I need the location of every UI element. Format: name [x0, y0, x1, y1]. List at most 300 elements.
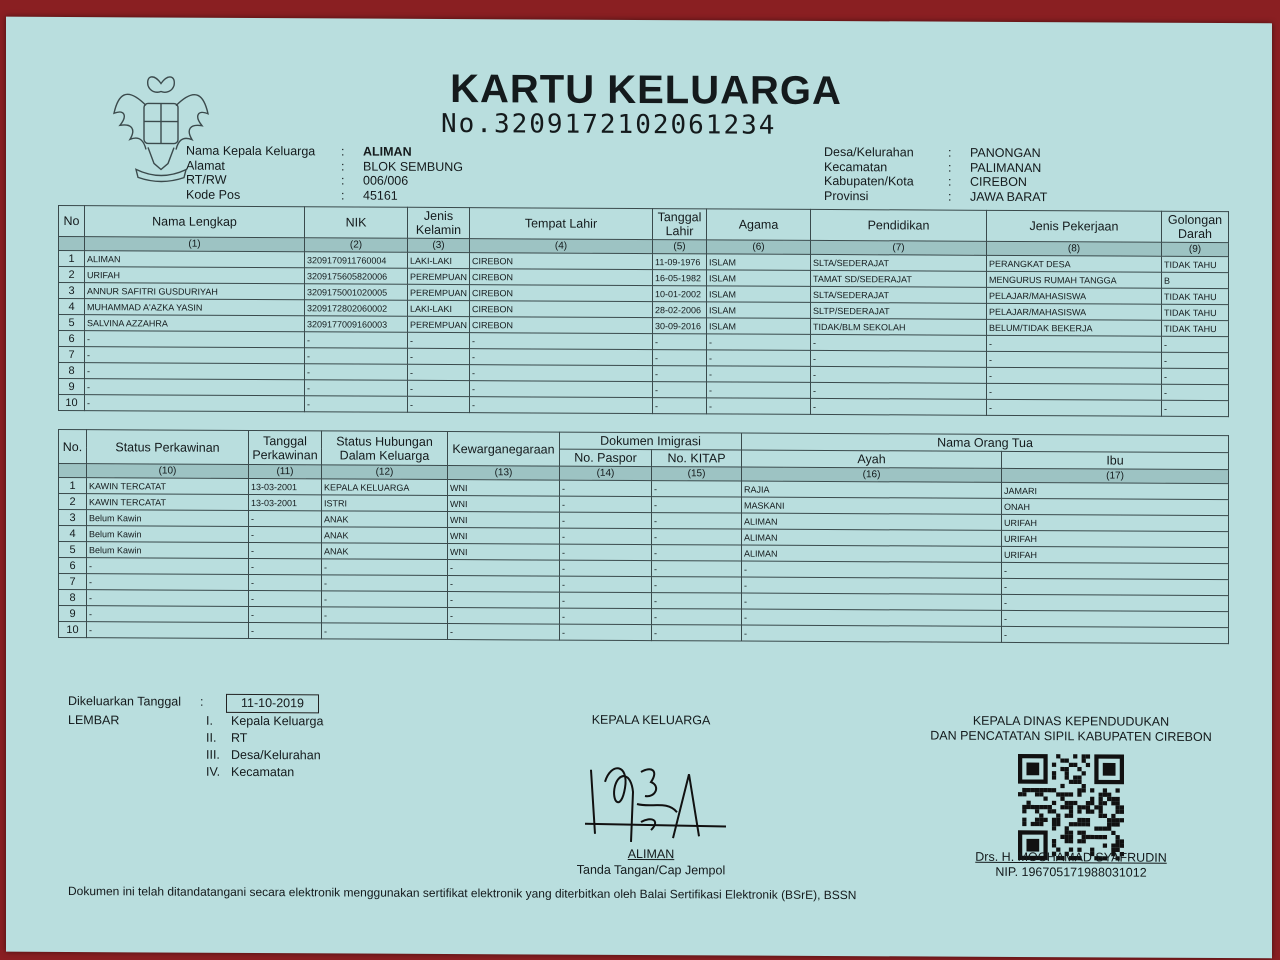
number-cell: (13) — [448, 465, 560, 480]
lembar-block — [68, 712, 323, 781]
table-cell: - — [707, 398, 811, 415]
col-header-dokumen-imigrasi: Dokumen Imigrasi — [560, 432, 742, 450]
table-cell: - — [1162, 352, 1229, 368]
table-cell: RAJIA — [742, 481, 1002, 498]
number-cell: (8) — [987, 241, 1162, 256]
table-cell: - — [560, 496, 652, 512]
col-header-no-kitap: No. KITAP — [652, 450, 742, 467]
table-cell: PEREMPUAN — [408, 268, 470, 284]
dinas-line-2: DAN PENCATATAN SIPIL KABUPATEN CIREBON — [930, 728, 1212, 744]
table-cell: - — [408, 348, 470, 364]
right-header — [824, 145, 1047, 204]
number-cell — [59, 463, 87, 477]
table-cell: - — [707, 334, 811, 351]
col-header-tempat-lahir: Tempat Lahir — [470, 208, 653, 240]
col-header-pekerjaan: Jenis Pekerjaan — [987, 210, 1162, 242]
table-cell: TIDAK/BLM SEKOLAH — [811, 318, 987, 335]
table-cell: - — [742, 609, 1002, 626]
table2-body — [59, 477, 1229, 643]
table-cell: ANAK — [322, 527, 448, 544]
table-cell: WNI — [448, 527, 560, 544]
table-cell: SLTA/SEDERAJAT — [811, 254, 987, 271]
col-header-agama: Agama — [707, 209, 811, 241]
table-cell: ISLAM — [707, 318, 811, 335]
table1-body — [59, 250, 1229, 416]
header-sep: : — [948, 160, 952, 175]
table-cell: PEREMPUAN — [408, 316, 470, 332]
table-cell: ALIMAN — [85, 251, 305, 268]
header-row-kepala — [186, 144, 463, 160]
number-cell: (4) — [470, 239, 653, 254]
table-cell: MUHAMMAD A'AZKA YASIN — [85, 299, 305, 316]
header-sep: : — [948, 174, 952, 189]
table-cell: - — [305, 380, 408, 397]
table-cell: 9 — [59, 378, 85, 394]
number-cell: (10) — [87, 464, 249, 479]
kepala-keluarga-name: ALIMAN — [627, 846, 675, 862]
table-cell: - — [322, 575, 448, 592]
issued-sep: : — [200, 694, 204, 709]
header-row-provinsi — [824, 188, 1047, 204]
table-cell: - — [322, 591, 448, 608]
table-cell: - — [653, 382, 707, 398]
table-cell: PELAJAR/MAHASISWA — [987, 303, 1162, 320]
table-cell: 2 — [59, 266, 85, 282]
table-cell: - — [707, 366, 811, 383]
table-cell: - — [811, 398, 987, 415]
issued-row — [68, 693, 323, 713]
kk-number — [441, 109, 776, 141]
table-cell: - — [707, 350, 811, 367]
table-cell: - — [742, 593, 1002, 610]
number-cell: (6) — [707, 240, 811, 255]
table-cell: - — [249, 622, 322, 638]
qr-code-icon — [1018, 752, 1124, 863]
table-cell: LAKI-LAKI — [408, 252, 470, 268]
table-cell: - — [249, 510, 322, 526]
table-cell: - — [408, 396, 470, 412]
table-cell: TIDAK TAHU — [1162, 288, 1229, 304]
dinas-line-1: KEPALA DINAS KEPENDUDUKAN — [972, 713, 1170, 729]
table-cell: ISLAM — [707, 270, 811, 287]
table-cell: TAMAT SD/SEDERAJAT — [811, 270, 987, 287]
table-cell: - — [249, 558, 322, 574]
table-cell: Belum Kawin — [87, 526, 249, 543]
header-row-kabupaten — [824, 174, 1047, 190]
table-cell: - — [470, 349, 653, 366]
table-cell: 11-09-1976 — [653, 254, 707, 270]
table-cell: - — [85, 379, 305, 396]
table-cell: - — [653, 398, 707, 414]
table-cell: - — [560, 512, 652, 528]
table-cell: - — [987, 383, 1162, 400]
table-cell: 10 — [59, 394, 85, 410]
table-cell: - — [560, 528, 652, 544]
table-cell: - — [811, 334, 987, 351]
table-cell: 3209177009160003 — [305, 316, 408, 333]
table-cell: 13-03-2001 — [249, 494, 322, 510]
table-cell: 3209175001020005 — [305, 284, 408, 301]
lembar-item — [206, 730, 323, 748]
lembar-text: Kepala Keluarga — [231, 713, 324, 729]
table-cell: ISLAM — [707, 286, 811, 303]
table-cell: - — [560, 480, 652, 496]
col-header-ayah: Ayah — [742, 450, 1002, 468]
header-label: Kabupaten/Kota — [824, 173, 914, 189]
official-name: Drs. H. MOCHAMAD SYAFRUDIN — [975, 849, 1167, 865]
table-cell: 28-02-2006 — [653, 302, 707, 318]
col-header-no-paspor: No. Paspor — [560, 449, 652, 466]
col-header-no: No. — [59, 429, 87, 463]
table-cell: - — [408, 364, 470, 380]
table-cell: MENGURUS RUMAH TANGGA — [987, 271, 1162, 288]
table-cell: 1 — [59, 477, 87, 493]
table-cell: - — [811, 366, 987, 383]
number-cell — [59, 236, 85, 250]
col-header-nama: Nama Lengkap — [85, 206, 305, 238]
kk-number-label: No. — [441, 108, 494, 140]
table-cell: ISLAM — [707, 254, 811, 271]
table-cell: WNI — [448, 479, 560, 496]
col-header-tanggal-perkawinan: Tanggal Perkawinan — [249, 430, 322, 464]
table-cell: PERANGKAT DESA — [987, 255, 1162, 272]
header-value: PALIMANAN — [970, 160, 1042, 175]
lembar-item — [206, 713, 323, 731]
family-status-table — [58, 429, 1229, 644]
table-cell: 8 — [59, 589, 87, 605]
table-cell: - — [652, 609, 742, 625]
table-cell: - — [652, 577, 742, 593]
table-cell: 6 — [59, 557, 87, 573]
col-header-kewarganegaraan: Kewarganegaraan — [448, 431, 560, 466]
kk-number-value: 3209172102061234 — [493, 109, 777, 141]
table-cell: ANAK — [322, 543, 448, 560]
header-sep: : — [341, 158, 345, 173]
table-cell: - — [448, 623, 560, 640]
table-cell: - — [305, 332, 408, 349]
table-cell: 3209170911760004 — [305, 252, 408, 269]
header-label: Kecamatan — [824, 159, 888, 174]
table-cell: B — [1162, 272, 1229, 288]
table-cell: - — [652, 529, 742, 545]
table-cell: 30-09-2016 — [653, 318, 707, 334]
table-cell: - — [987, 367, 1162, 384]
table-cell: - — [560, 560, 652, 576]
table-cell: - — [742, 625, 1002, 642]
table-cell: CIREBON — [470, 317, 653, 334]
col-header-nama-orang-tua: Nama Orang Tua — [742, 433, 1229, 453]
lembar-label: LEMBAR — [68, 713, 120, 728]
table-cell: ALIMAN — [742, 529, 1002, 546]
table-cell: - — [987, 351, 1162, 368]
table-cell: 5 — [59, 314, 85, 330]
number-cell: (17) — [1002, 468, 1229, 483]
table-cell: - — [322, 607, 448, 624]
table-cell: CIREBON — [470, 301, 653, 318]
table-cell: 6 — [59, 330, 85, 346]
left-header — [186, 144, 463, 203]
table-cell: - — [305, 364, 408, 381]
table-cell: - — [652, 513, 742, 529]
header-row-kodepos — [186, 187, 463, 203]
header-value: 006/006 — [363, 173, 409, 188]
table-cell: URIFAH — [1002, 546, 1229, 563]
header-row-kecamatan — [824, 159, 1047, 175]
table-cell: URIFAH — [85, 267, 305, 284]
table-cell: - — [811, 382, 987, 399]
table-cell: SLTP/SEDERAJAT — [811, 302, 987, 319]
table-cell: - — [560, 544, 652, 560]
table-cell: - — [448, 575, 560, 592]
table-cell: WNI — [448, 543, 560, 560]
table-cell: ANAK — [322, 511, 448, 528]
lembar-text: Desa/Kelurahan — [231, 747, 321, 763]
table-cell: Belum Kawin — [87, 510, 249, 527]
e-signature-disclaimer: Dokumen ini telah ditandatangani secara elektronik menggunakan sertifikat elektronik yang diterbitkan oleh Balai Sertifikasi Elektronik (BSrE), BSSN — [68, 884, 857, 903]
col-header-ibu: Ibu — [1002, 451, 1229, 469]
header-label: Provinsi — [824, 188, 869, 203]
col-header-status-hubungan: Status Hubungan Dalam Keluarga — [322, 431, 448, 466]
col-header-pendidikan: Pendidikan — [811, 209, 987, 241]
table-cell: - — [560, 576, 652, 592]
table-cell: - — [322, 559, 448, 576]
table-cell: - — [85, 331, 305, 348]
table-cell: 4 — [59, 298, 85, 314]
table-cell: 8 — [59, 362, 85, 378]
table-cell: - — [1162, 384, 1229, 400]
col-header-golongan-darah: Golongan Darah — [1162, 211, 1229, 242]
header-label: Alamat — [186, 158, 225, 173]
table-cell: 7 — [59, 573, 87, 589]
table-cell: - — [1162, 368, 1229, 384]
lembar-num: II. — [206, 730, 217, 745]
table-cell: ALIMAN — [742, 545, 1002, 562]
table-cell: CIREBON — [470, 269, 653, 286]
header-value: 45161 — [363, 188, 398, 203]
table-cell: - — [322, 623, 448, 640]
header-label: RT/RW — [186, 172, 227, 187]
table-cell: - — [653, 334, 707, 350]
table-cell: - — [85, 363, 305, 380]
table-cell: - — [653, 366, 707, 382]
issued-date: 11-10-2019 — [226, 694, 319, 713]
number-cell: (3) — [408, 238, 470, 252]
number-cell: (16) — [742, 467, 1002, 482]
table-cell: TIDAK TAHU — [1162, 320, 1229, 336]
table-cell: - — [652, 625, 742, 641]
header-value: PANONGAN — [970, 145, 1041, 161]
table-cell: KAWIN TERCATAT — [87, 478, 249, 495]
table-cell: - — [652, 561, 742, 577]
table-cell: - — [1162, 336, 1229, 352]
table-cell: CIREBON — [470, 253, 653, 270]
col-header-tanggal-lahir: Tanggal Lahir — [653, 209, 707, 240]
col-header-status-perkawinan: Status Perkawinan — [87, 430, 249, 465]
table-cell: CIREBON — [470, 285, 653, 302]
table-cell: WNI — [448, 511, 560, 528]
table-cell: 13-03-2001 — [249, 478, 322, 494]
table-cell: 16-05-1982 — [653, 270, 707, 286]
table-cell: - — [470, 381, 653, 398]
kepala-keluarga-label: KEPALA KELUARGA — [591, 712, 711, 728]
table-cell: - — [560, 608, 652, 624]
family-members-table — [58, 205, 1229, 417]
table-cell: 3209172802060002 — [305, 300, 408, 317]
table-cell: - — [652, 481, 742, 497]
table-cell: - — [305, 348, 408, 365]
header-label: Kode Pos — [186, 187, 241, 202]
table-cell: 1 — [59, 250, 85, 266]
table-cell: - — [87, 558, 249, 575]
table-cell: - — [1002, 626, 1229, 643]
header-label: Desa/Kelurahan — [824, 144, 914, 160]
dinas-title — [906, 713, 1236, 745]
table-cell: - — [249, 590, 322, 606]
table-cell: - — [408, 332, 470, 348]
header-value: ALIMAN — [363, 144, 412, 159]
table-cell: - — [249, 542, 322, 558]
col-header-nik: NIK — [305, 207, 408, 239]
header-sep: : — [341, 144, 345, 159]
table-cell: PELAJAR/MAHASISWA — [987, 287, 1162, 304]
table-cell: KEPALA KELUARGA — [322, 479, 448, 496]
number-cell: (9) — [1162, 242, 1229, 256]
table-cell: LAKI-LAKI — [408, 300, 470, 316]
table-cell: URIFAH — [1002, 530, 1229, 547]
table-cell: - — [652, 497, 742, 513]
table-cell: MASKANI — [742, 497, 1002, 514]
table-cell: 2 — [59, 493, 87, 509]
table-cell: TIDAK TAHU — [1162, 304, 1229, 320]
table-cell: - — [742, 577, 1002, 594]
number-cell: (1) — [85, 237, 305, 252]
table-cell: 3209175605820006 — [305, 268, 408, 285]
table-cell: - — [87, 606, 249, 623]
table-cell: - — [470, 365, 653, 382]
lembar-text: RT — [231, 730, 248, 745]
table-cell: TIDAK TAHU — [1162, 256, 1229, 272]
header-sep: : — [341, 187, 345, 202]
table-cell: - — [448, 559, 560, 576]
header-value: CIREBON — [970, 174, 1027, 190]
table-cell: ONAH — [1002, 498, 1229, 515]
table-cell: - — [560, 624, 652, 640]
header-row-desa — [824, 145, 1047, 161]
table-cell: - — [1002, 610, 1229, 627]
table-cell: - — [448, 591, 560, 608]
lembar-num: I. — [206, 713, 213, 728]
table-cell: - — [87, 574, 249, 591]
table-cell: - — [560, 592, 652, 608]
table-cell: - — [87, 622, 249, 639]
table-cell: - — [987, 399, 1162, 416]
table-cell: KAWIN TERCATAT — [87, 494, 249, 511]
table-cell: - — [85, 347, 305, 364]
table-cell: - — [742, 561, 1002, 578]
table-cell: - — [652, 545, 742, 561]
number-cell: (12) — [322, 465, 448, 480]
table-cell: ISTRI — [322, 495, 448, 512]
header-row-rtrw — [186, 173, 463, 189]
table-cell: - — [653, 350, 707, 366]
table-cell: URIFAH — [1002, 514, 1229, 531]
table-cell: - — [1002, 562, 1229, 579]
table-cell: - — [448, 607, 560, 624]
table-cell: - — [85, 395, 305, 412]
header-sep: : — [341, 173, 345, 188]
table-cell: - — [1002, 594, 1229, 611]
lembar-num: IV. — [206, 764, 221, 779]
table-cell: Belum Kawin — [87, 542, 249, 559]
table-cell: 9 — [59, 605, 87, 621]
table-cell: - — [305, 396, 408, 413]
header-value: BLOK SEMBUNG — [363, 159, 464, 174]
kartu-keluarga-document — [6, 17, 1272, 959]
number-cell: (15) — [652, 467, 742, 481]
table-cell: ISLAM — [707, 302, 811, 319]
table-cell: - — [652, 593, 742, 609]
table-cell: 7 — [59, 346, 85, 362]
number-cell: (14) — [560, 466, 652, 480]
lembar-item — [206, 747, 323, 765]
signature-caption: Tanda Tangan/Cap Jempol — [576, 862, 726, 878]
table-cell: PEREMPUAN — [408, 284, 470, 300]
header-sep: : — [948, 145, 952, 160]
number-cell: (2) — [305, 238, 408, 253]
table-cell: JAMARI — [1002, 482, 1229, 499]
table-cell: - — [249, 606, 322, 622]
number-cell: (7) — [811, 240, 987, 255]
table-cell: - — [470, 333, 653, 350]
table-cell: - — [987, 335, 1162, 352]
lembar-num: III. — [206, 747, 220, 762]
table-cell: 3 — [59, 509, 87, 525]
issue-info — [68, 693, 323, 781]
table-cell: - — [249, 574, 322, 590]
header-row-alamat — [186, 158, 463, 174]
header-label: Nama Kepala Keluarga — [186, 143, 316, 159]
lembar-text: Kecamatan — [231, 764, 295, 780]
header-value: JAWA BARAT — [970, 189, 1048, 204]
table-cell: - — [408, 380, 470, 396]
table-cell: - — [707, 382, 811, 399]
table-cell: SALVINA AZZAHRA — [85, 315, 305, 332]
table-cell: 4 — [59, 525, 87, 541]
lembar-list — [206, 713, 323, 782]
document-title: KARTU KELUARGA — [450, 67, 842, 114]
number-cell: (5) — [653, 240, 707, 254]
issued-label: Dikeluarkan Tanggal — [68, 694, 182, 709]
table-cell: 5 — [59, 541, 87, 557]
table-cell: - — [249, 526, 322, 542]
table-cell: 10-01-2002 — [653, 286, 707, 302]
table-cell: - — [811, 350, 987, 367]
table-cell: ANNUR SAFITRI GUSDURIYAH — [85, 283, 305, 300]
number-cell: (11) — [249, 464, 322, 478]
table-cell: - — [470, 397, 653, 414]
signature-icon — [581, 742, 731, 863]
table-cell: - — [87, 590, 249, 607]
official-nip: NIP. 196705171988031012 — [995, 864, 1147, 880]
table-cell: SLTA/SEDERAJAT — [811, 286, 987, 303]
table-cell: WNI — [448, 495, 560, 512]
table-cell: 10 — [59, 621, 87, 637]
table-cell: - — [1002, 578, 1229, 595]
col-header-jenis-kelamin: Jenis Kelamin — [408, 207, 470, 238]
table-cell: ALIMAN — [742, 513, 1002, 530]
table-cell: - — [1162, 400, 1229, 416]
table-cell: 3 — [59, 282, 85, 298]
